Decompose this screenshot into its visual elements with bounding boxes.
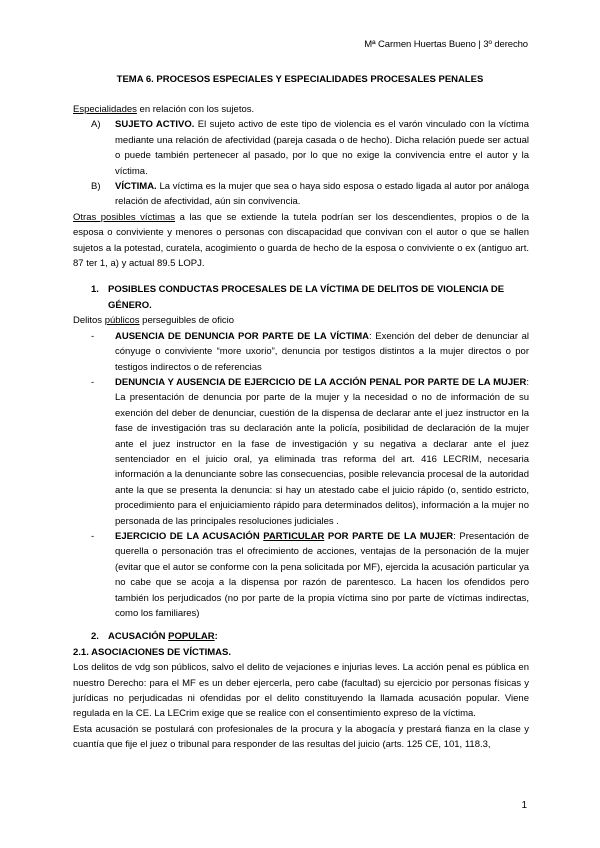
especialidades-rest: en relación con los sujetos.: [136, 104, 255, 115]
sujeto-activo-heading: SUJETO ACTIVO.: [115, 119, 195, 131]
especialidades-line: [73, 102, 529, 117]
delitos-line: [73, 313, 529, 328]
paragraph: Esta acusación se postulará con profesionales de la procura y la abogacía y prestará fianza en la clase y cuantía que fije el juez o tribunal para responder de las resultas del juicio (arts. 125 CE, 101, 118.3,: [73, 723, 529, 751]
conducta-body: : La presentación de denuncia por parte de la mujer y la necesidad o no de información de su exención del deber de denunciar, cuestión de la dispensa de declarar ante el juez instructor en la fase de investigación tras su declaración ante la policía, posibilidad de declaración de la mujer ante el juez instructor en la fase de investigación y su negativa a declarar ante el juez sentenciador en el juicio oral, ya eliminada tras reforma del art. 416 LECRIM, necesaria información a la denunciante sobre las consecuencias, posible relevancia procesal de la autoridad ante la que se presenta la denuncia: si hay un atestado cabe el juicio rápido (o, sentido estricto, procedimiento para el enjuiciamiento rápido para determinados delitos), información a la mujer no personada de las principales resoluciones judiciales .: [115, 376, 529, 527]
document-title: TEMA 6. PROCESOS ESPECIALES Y ESPECIALIDADES PROCESALES PENALES: [116, 74, 484, 85]
section-1-number: 1.: [91, 284, 99, 296]
section-2-number: 2.: [91, 631, 99, 643]
bullet: -: [91, 376, 95, 388]
conducta-body: : Exención del deber de denunciar al cónyuge o conviviente “more uxorio”, denuncia por testigos distintos a la mujer directos o por testigos indirectos o de referencias: [115, 330, 529, 373]
page-number: 1: [521, 800, 527, 811]
delitos-pre: Delitos: [73, 315, 105, 327]
sujeto-activo-body: El sujeto activo de este tipo de violencia es el varón vinculado con la víctima mediante una relación de afectividad (pareja casada o de hecho). Dicha relación puede ser actual o puede también pertenecer al pasado, por lo que no exige la convivencia entre el autor y la víctima.: [115, 119, 529, 177]
conducta-heading-post: POR PARTE DE LA MUJER: [324, 530, 454, 542]
list-letter: B): [91, 181, 101, 193]
bullet: -: [91, 330, 95, 342]
section-2-title-pre: ACUSACIÓN: [108, 631, 169, 643]
otras-victimas-paragraph: [73, 210, 529, 272]
section-2-title-underlined: POPULAR: [168, 631, 215, 643]
section-1-heading: [91, 282, 529, 313]
victima-text: [115, 179, 529, 210]
victima-body: La víctima es la mujer que sea o haya sido esposa o estado ligada al autor por análoga relación de afectividad, aún sin convivencia.: [115, 181, 529, 208]
section-1-title: POSIBLES CONDUCTAS PROCESALES DE LA VÍCTIMA DE DELITOS DE VIOLENCIA DE GÉNERO.: [108, 284, 505, 311]
section-2-1-heading: 2.1. ASOCIACIONES DE VÍCTIMAS.: [73, 646, 232, 658]
conducta-heading: DENUNCIA Y AUSENCIA DE EJERCICIO DE LA ACCIÓN PENAL POR PARTE DE LA MUJER: [115, 376, 527, 388]
conducta-body: : Presentación de querella o personación tras el ofrecimiento de acciones, ventajas de la personación de la mujer (evitar que el autor se conforme con la pena solicitada por MF), ejercida la acusación particular ya no cabe que se acoja a la dispensa por razón de parentesco. La hacen los ofendidos pero también los perjudicados (no por parte de la propia víctima sino por parte de víctimas indirectas, como los familiares): [115, 530, 530, 619]
otras-victimas-text: a las que se extiende la tutela podrían ser los descendientes, propios o de la esposa o conviviente y menores o personas con discapacidad que convivan con el autor o que se hallen sujetos a la potestad, curatela, acogimiento o guarda de hecho de la esposa o conviviente o ex (antiguo art. 87 ter 1, a) y actual 89.5 LOPJ.: [73, 211, 530, 270]
section-2-title-post: :: [214, 631, 218, 643]
bullet: -: [91, 530, 95, 542]
conducta-item: [91, 529, 529, 621]
list-letter: A): [91, 119, 101, 131]
otras-victimas-label: Otras posibles víctimas: [73, 211, 176, 223]
especialidades-label: Especialidades: [73, 104, 137, 115]
header-author: Mª Carmen Huertas Bueno | 3º derecho: [364, 39, 528, 50]
section-2-title: [108, 629, 218, 644]
conducta-text: [115, 329, 529, 375]
conducta-item: [91, 329, 529, 375]
delitos-underlined: públicos: [104, 315, 140, 327]
section-2-heading: [91, 629, 529, 644]
sujeto-activo-item: [91, 117, 529, 179]
victima-heading: VÍCTIMA.: [115, 181, 157, 193]
conducta-heading: EJERCICIO DE LA ACUSACIÓN: [115, 530, 264, 542]
paragraph: Los delitos de vdg son públicos, salvo el delito de vejaciones e injurias leves. La acción penal es pública en nuestro Derecho: para el MF es un deber ejercerla, pero cabe (facultad) su ejercicio por personas físicas y jurídicas no perjudicadas ni ofendidas por el delito constituyendo la llamada acusación popular. Viene regulada en la CE. La LECrim exige que se realice con el consentimiento expreso de la víctima.: [73, 662, 529, 720]
conducta-text: [115, 375, 529, 529]
delitos-post: perseguibles de oficio: [139, 315, 235, 327]
document-body: [73, 102, 529, 753]
conducta-heading: AUSENCIA DE DENUNCIA POR PARTE DE LA VÍCTIMA: [115, 330, 370, 342]
conducta-heading-underlined: PARTICULAR: [263, 530, 325, 542]
sujeto-activo-text: [115, 117, 529, 179]
conducta-item: [91, 375, 529, 529]
victima-item: [91, 179, 529, 210]
conducta-text: [115, 529, 529, 621]
